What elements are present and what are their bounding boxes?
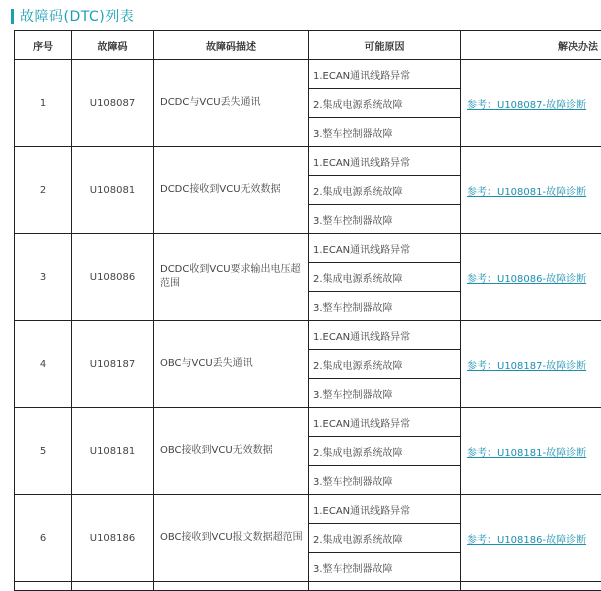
dtc-table (14, 30, 601, 591)
cause-item: 2.集成电源系统故障 (309, 89, 461, 118)
cause-item: 1.ECAN通讯线路异常 (309, 321, 461, 350)
cause-item: 3.整车控制器故障 (309, 118, 461, 147)
row-description: OBC与VCU丢失通讯 (154, 321, 309, 408)
cause-item: 3.整车控制器故障 (309, 466, 461, 495)
row-description: DCDC收到VCU要求输出电压超范围 (154, 234, 309, 321)
table-row (15, 408, 601, 437)
row-code: U108086 (72, 234, 154, 321)
row-code: U108187 (72, 321, 154, 408)
table-row (15, 60, 601, 89)
table-header-row (15, 31, 601, 60)
cause-item: 1.ECAN通讯线路异常 (309, 60, 461, 89)
row-solution (461, 60, 601, 147)
table-body (15, 60, 601, 591)
solution-link[interactable]: 参考：U108081-故障诊断 (467, 187, 586, 198)
table-row (15, 495, 601, 524)
partial-cell (72, 582, 154, 591)
row-solution (461, 321, 601, 408)
row-description: OBC接收到VCU无效数据 (154, 408, 309, 495)
cause-item: 2.集成电源系统故障 (309, 524, 461, 553)
cause-item: 3.整车控制器故障 (309, 379, 461, 408)
cause-item: 2.集成电源系统故障 (309, 176, 461, 205)
cause-item: 1.ECAN通讯线路异常 (309, 147, 461, 176)
partial-cell (461, 582, 601, 591)
solution-link[interactable]: 参考：U108186-故障诊断 (467, 535, 586, 546)
cause-item: 1.ECAN通讯线路异常 (309, 495, 461, 524)
header-index: 序号 (15, 31, 72, 60)
header-causes: 可能原因 (309, 31, 461, 60)
cause-item: 2.集成电源系统故障 (309, 437, 461, 466)
row-description: DCDC接收到VCU无效数据 (154, 147, 309, 234)
row-code: U108186 (72, 495, 154, 582)
row-description: DCDC与VCU丢失通讯 (154, 60, 309, 147)
solution-link[interactable]: 参考：U108181-故障诊断 (467, 448, 586, 459)
cause-item: 2.集成电源系统故障 (309, 263, 461, 292)
header-code: 故障码 (72, 31, 154, 60)
row-solution (461, 234, 601, 321)
partial-cell (15, 582, 72, 591)
row-solution (461, 147, 601, 234)
cause-item: 3.整车控制器故障 (309, 205, 461, 234)
table-row-partial (15, 582, 601, 591)
cause-item: 2.集成电源系统故障 (309, 350, 461, 379)
header-description: 故障码描述 (154, 31, 309, 60)
header-solution: 解决办法 (461, 31, 601, 60)
solution-link[interactable]: 参考：U108087-故障诊断 (467, 100, 586, 111)
row-index: 6 (15, 495, 72, 582)
solution-link[interactable]: 参考：U108086-故障诊断 (467, 274, 586, 285)
row-solution (461, 408, 601, 495)
cause-item: 3.整车控制器故障 (309, 292, 461, 321)
row-index: 3 (15, 234, 72, 321)
table-row (15, 234, 601, 263)
table-row (15, 321, 601, 350)
row-code: U108081 (72, 147, 154, 234)
section-title-text: 故障码(DTC)列表 (20, 6, 134, 26)
row-index: 2 (15, 147, 72, 234)
section-title (11, 6, 134, 26)
partial-cell (309, 582, 461, 591)
row-description: OBC接收到VCU报文数据超范围 (154, 495, 309, 582)
row-code: U108087 (72, 60, 154, 147)
title-accent-bar (11, 9, 14, 24)
row-code: U108181 (72, 408, 154, 495)
row-index: 4 (15, 321, 72, 408)
cause-item: 1.ECAN通讯线路异常 (309, 408, 461, 437)
table-row (15, 147, 601, 176)
row-index: 1 (15, 60, 72, 147)
row-index: 5 (15, 408, 72, 495)
partial-cell (154, 582, 309, 591)
row-solution (461, 495, 601, 582)
solution-link[interactable]: 参考：U108187-故障诊断 (467, 361, 586, 372)
cause-item: 1.ECAN通讯线路异常 (309, 234, 461, 263)
cause-item: 3.整车控制器故障 (309, 553, 461, 582)
